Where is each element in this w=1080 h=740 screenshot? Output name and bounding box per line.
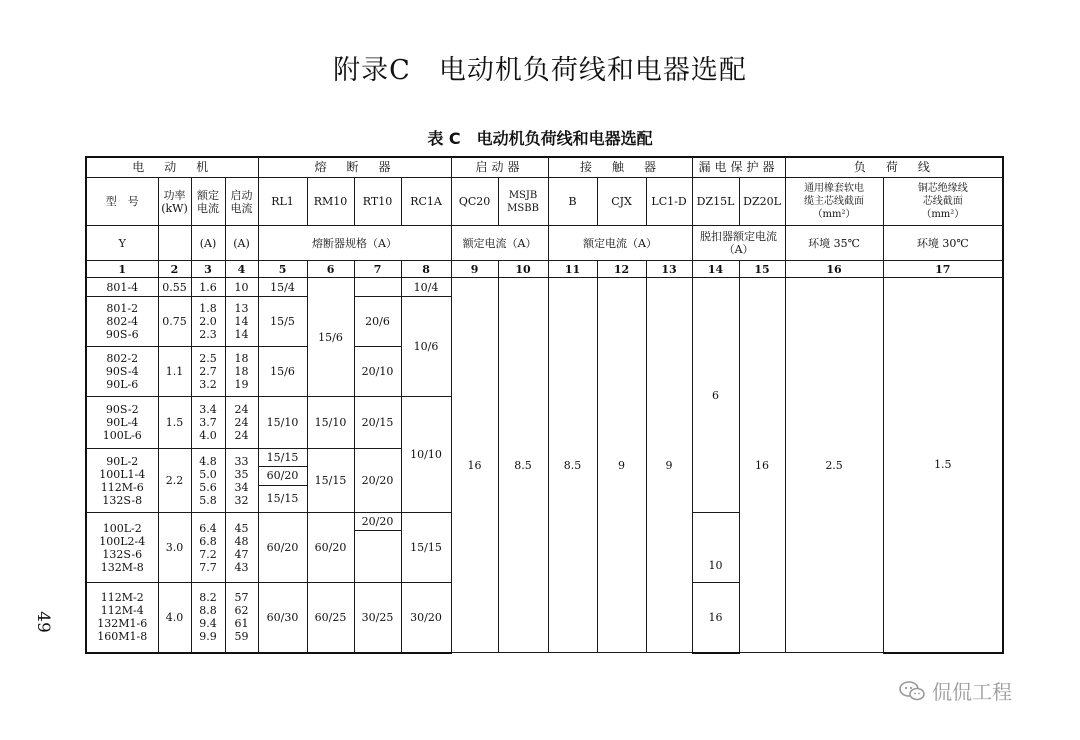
colnum-6: 6 — [307, 261, 354, 278]
unit-starter-rated: 额定电流（A） — [451, 226, 548, 261]
wechat-icon — [898, 680, 926, 702]
cell-model: 802-2 90S-4 90L-6 — [86, 347, 158, 397]
cell-rl1-a: 15/15 — [259, 449, 307, 467]
cell-start: 13 14 14 — [225, 297, 258, 347]
cell-rt10: 20/20 — [354, 449, 401, 513]
appendix-title: 附录C 电动机负荷线和电器选配 — [333, 55, 747, 86]
cell-rl1: 60/30 — [258, 583, 307, 653]
cell-rated: 2.5 2.7 3.2 — [191, 347, 225, 397]
cell-rated: 6.4 6.8 7.2 7.7 — [191, 513, 225, 583]
column-number-row — [86, 261, 1003, 278]
unit-y: Y — [86, 226, 158, 261]
unit-blank — [158, 226, 191, 261]
table-caption: 表 C 电动机负荷线和电器选配 — [427, 129, 653, 148]
cell-lc1d-shared: 9 — [646, 278, 692, 653]
cell-dz15l: 16 — [692, 583, 739, 653]
cell-rt10-empty — [354, 278, 401, 297]
col-rc1a: RC1A — [401, 178, 451, 226]
watermark — [898, 676, 1012, 705]
cell-rc1a-shared: 10/10 — [401, 397, 451, 513]
colnum-8: 8 — [401, 261, 451, 278]
cell-start: 33 35 34 32 — [225, 449, 258, 513]
cell-model: 801-4 — [86, 278, 158, 297]
cell-rt10: 20/20 — [355, 513, 401, 531]
group-contactor: 接 触 器 — [548, 157, 692, 178]
cell-rl1: 15/6 — [258, 347, 307, 397]
cell-rc1a-shared: 10/6 — [401, 297, 451, 397]
col-model: 型 号 — [86, 178, 158, 226]
colnum-4: 4 — [225, 261, 258, 278]
group-load-line: 负 荷 线 — [785, 157, 1003, 178]
unit-fuse-spec: 熔断器规格（A） — [258, 226, 451, 261]
group-fuse: 熔 断 器 — [258, 157, 451, 178]
colnum-16: 16 — [785, 261, 883, 278]
unit-contactor-rated: 额定电流（A） — [548, 226, 692, 261]
motor-selection-table — [85, 156, 1004, 654]
cell-model: 90S-2 90L-4 100L-6 — [86, 397, 158, 449]
cell-power: 3.0 — [158, 513, 191, 583]
colnum-17: 17 — [883, 261, 1003, 278]
cell-rt10: 20/15 — [354, 397, 401, 449]
cell-power: 1.1 — [158, 347, 191, 397]
table-row — [86, 278, 1003, 297]
cell-model: 112M-2 112M-4 132M1-6 160M1-8 — [86, 583, 158, 653]
unit-a1: (A) — [191, 226, 225, 261]
cell-qc20-shared: 16 — [451, 278, 498, 653]
colnum-10: 10 — [498, 261, 548, 278]
colnum-7: 7 — [354, 261, 401, 278]
cell-rated: 1.6 — [191, 278, 225, 297]
cell-rl1-b: 60/20 — [259, 467, 307, 486]
cell-rc1a: 10/4 — [401, 278, 451, 297]
col-rated-current: 额定 电流 — [191, 178, 225, 226]
cell-start: 24 24 24 — [225, 397, 258, 449]
group-starter: 启动器 — [451, 157, 548, 178]
colnum-15: 15 — [739, 261, 785, 278]
colnum-1: 1 — [86, 261, 158, 278]
cell-msjb-shared: 8.5 — [498, 278, 548, 653]
col-power: 功率 (kW) — [158, 178, 191, 226]
col-copper-wire: 铜芯绝缘线 芯线截面 （mm²） — [883, 178, 1003, 226]
colnum-2: 2 — [158, 261, 191, 278]
cell-rl1: 15/10 — [258, 397, 307, 449]
cell-rt10: 30/25 — [354, 583, 401, 653]
col-msjb: MSJB MSBB — [498, 178, 548, 226]
col-cjx: CJX — [597, 178, 646, 226]
col-start-current: 启动 电流 — [225, 178, 258, 226]
cell-start: 10 — [225, 278, 258, 297]
cell-start: 57 62 61 59 — [225, 583, 258, 653]
cell-power: 4.0 — [158, 583, 191, 653]
colnum-5: 5 — [258, 261, 307, 278]
cell-rm10-shared: 15/6 — [307, 278, 354, 397]
col-b: B — [548, 178, 597, 226]
cell-cjx-shared: 9 — [597, 278, 646, 653]
cell-rated: 4.8 5.0 5.6 5.8 — [191, 449, 225, 513]
cell-power: 1.5 — [158, 397, 191, 449]
cell-rl1: 15/4 — [258, 278, 307, 297]
col-rubber-cable: 通用橡套软电 缆主芯线截面 （mm²） — [785, 178, 883, 226]
cell-rm10: 60/25 — [307, 583, 354, 653]
cell-rc1a: 15/15 — [401, 513, 451, 583]
cell-rl1: 60/20 — [258, 513, 307, 583]
cell-rt10: 20/6 — [354, 297, 401, 347]
cell-rl1: 15/5 — [258, 297, 307, 347]
cell-rl1-c: 15/15 — [266, 492, 299, 505]
cell-rated: 8.2 8.8 9.4 9.9 — [191, 583, 225, 653]
col-dz20l: DZ20L — [739, 178, 785, 226]
cell-power: 2.2 — [158, 449, 191, 513]
colnum-14: 14 — [692, 261, 739, 278]
col-rl1: RL1 — [258, 178, 307, 226]
unit-env30: 环境 30℃ — [883, 226, 1003, 261]
cell-rc1a: 30/20 — [401, 583, 451, 653]
cell-rated: 3.4 3.7 4.0 — [191, 397, 225, 449]
cell-rm10: 15/10 — [307, 397, 354, 449]
cell-power: 0.55 — [158, 278, 191, 297]
page-number: 49 — [32, 611, 53, 633]
unit-env35: 环境 35℃ — [785, 226, 883, 261]
cell-copper-shared: 1.5 — [883, 278, 1003, 653]
cell-b-shared: 8.5 — [548, 278, 597, 653]
colnum-3: 3 — [191, 261, 225, 278]
cell-model: 100L-2 100L2-4 132S-6 132M-8 — [86, 513, 158, 583]
colnum-11: 11 — [548, 261, 597, 278]
cell-model: 90L-2 100L1-4 112M-6 132S-8 — [86, 449, 158, 513]
cell-rated: 1.8 2.0 2.3 — [191, 297, 225, 347]
cell-rm10: 60/20 — [307, 513, 354, 583]
group-leakage: 漏电保护器 — [692, 157, 785, 178]
col-lc1d: LC1-D — [646, 178, 692, 226]
watermark-text: 侃侃工程 — [932, 680, 1012, 704]
group-motor: 电 动 机 — [86, 157, 258, 178]
unit-release-rated: 脱扣器额定电流 （A） — [692, 226, 785, 261]
col-qc20: QC20 — [451, 178, 498, 226]
colnum-9: 9 — [451, 261, 498, 278]
cell-rm10: 15/15 — [307, 449, 354, 513]
cell-dz15l-shared: 6 — [692, 278, 739, 513]
unit-a2: (A) — [225, 226, 258, 261]
colnum-13: 13 — [646, 261, 692, 278]
cell-start: 18 18 19 — [225, 347, 258, 397]
cell-rt10: 20/10 — [354, 347, 401, 397]
colnum-12: 12 — [597, 261, 646, 278]
cell-dz15l: 10 — [692, 513, 739, 583]
cell-model: 801-2 802-4 90S-6 — [86, 297, 158, 347]
cell-rubber-shared: 2.5 — [785, 278, 883, 653]
cell-power: 0.75 — [158, 297, 191, 347]
col-rt10: RT10 — [354, 178, 401, 226]
cell-dz20l-shared: 16 — [739, 278, 785, 653]
col-dz15l: DZ15L — [692, 178, 739, 226]
col-rm10: RM10 — [307, 178, 354, 226]
cell-start: 45 48 47 43 — [225, 513, 258, 583]
